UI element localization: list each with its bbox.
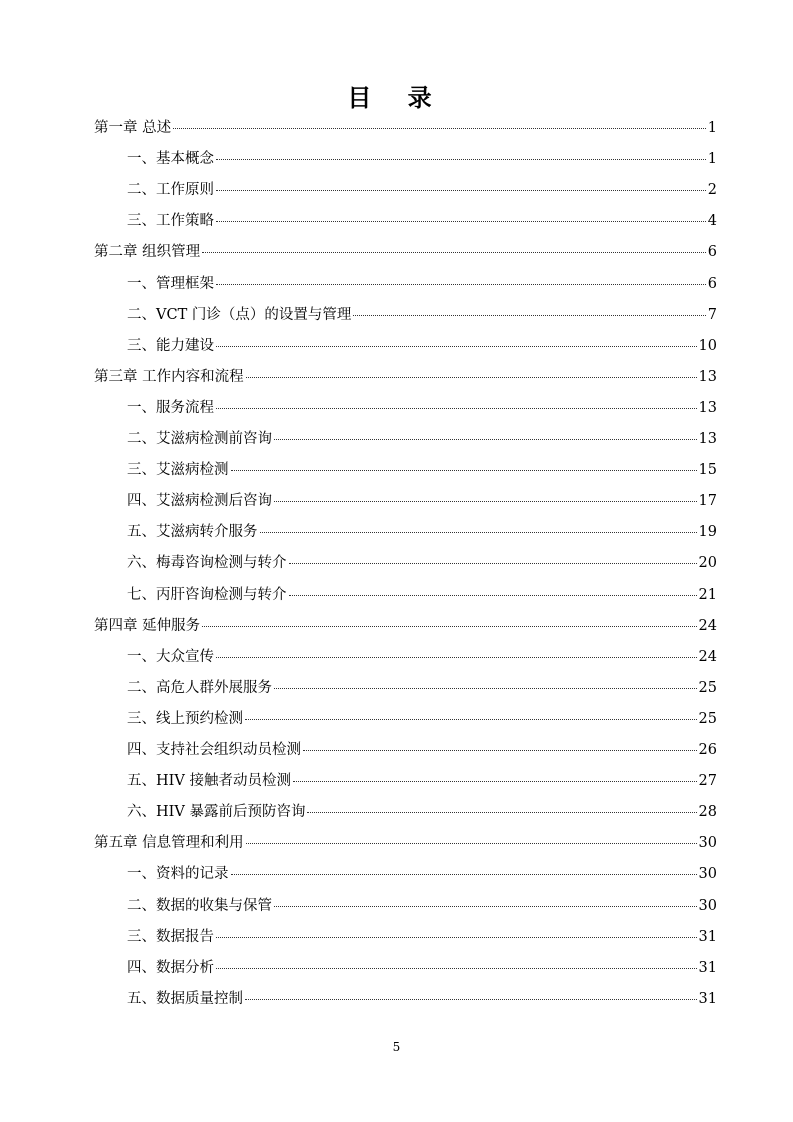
dot-leader [231, 469, 697, 471]
toc-entry-label: 第一章 总述 [94, 120, 172, 136]
dot-leader [245, 998, 697, 1000]
toc-entry-page: 26 [698, 742, 717, 758]
toc-chapter-entry[interactable] [94, 366, 717, 388]
dot-leader [216, 283, 706, 285]
toc-entry-label: 三、数据报告 [127, 928, 214, 945]
toc-entry-label: 第三章 工作内容和流程 [94, 368, 244, 385]
toc-entry-page: 24 [698, 648, 717, 665]
toc-entry-label: 第二章 组织管理 [94, 244, 201, 261]
toc-section-entry[interactable] [127, 646, 717, 668]
dot-leader [216, 936, 697, 938]
toc-entry-label: 四、艾滋病检测后咨询 [127, 493, 272, 510]
toc-section-entry[interactable] [127, 552, 717, 574]
toc-entry-page: 24 [698, 617, 717, 634]
dot-leader [303, 749, 697, 751]
toc-entry-label: 四、数据分析 [127, 959, 214, 976]
toc-entry-label: 二、艾滋病检测前咨询 [127, 431, 272, 447]
toc-entry-label: 一、大众宣传 [127, 648, 214, 665]
dot-leader [231, 873, 697, 875]
toc-entry-label: 七、丙肝咨询检测与转介 [127, 586, 287, 603]
toc-entry-label: 二、工作原则 [127, 182, 214, 199]
dot-leader [289, 594, 697, 596]
toc-chapter-entry[interactable] [94, 615, 717, 637]
toc-chapter-entry[interactable] [94, 241, 717, 263]
toc-entry-page: 30 [698, 897, 717, 914]
dot-leader [274, 438, 697, 440]
toc-section-entry[interactable] [127, 490, 717, 512]
toc-entry-label: 四、支持社会组织动员检测 [127, 742, 301, 758]
toc-entry-page: 1 [707, 151, 717, 168]
toc-section-entry[interactable] [127, 335, 717, 357]
toc-section-entry[interactable] [127, 304, 717, 326]
toc-section-entry[interactable] [127, 863, 717, 885]
toc-entry-page: 1 [707, 120, 717, 136]
toc-section-entry[interactable] [127, 459, 717, 481]
toc-section-entry[interactable] [127, 148, 717, 170]
dot-leader [216, 407, 697, 409]
toc-entry-page: 17 [698, 493, 717, 510]
toc-entry-page: 28 [698, 804, 717, 821]
dot-leader [216, 158, 706, 160]
toc-section-entry[interactable] [127, 521, 717, 543]
toc-section-entry[interactable] [127, 677, 717, 699]
toc-section-entry[interactable] [127, 770, 717, 792]
toc-chapter-entry[interactable] [94, 832, 717, 854]
toc-entry-label: 第五章 信息管理和利用 [94, 835, 244, 852]
dot-leader [216, 189, 706, 191]
dot-leader [173, 127, 706, 129]
toc-entry-page: 13 [698, 399, 717, 416]
toc-entry-page: 25 [698, 710, 717, 727]
page-number: 5 [392, 1040, 401, 1054]
toc-entry-label: 三、能力建设 [127, 337, 214, 354]
toc-entry-label: 一、管理框架 [127, 275, 214, 292]
toc-entry-label: 六、梅毒咨询检测与转介 [127, 555, 287, 572]
toc-entry-label: 一、基本概念 [127, 151, 214, 168]
toc-entry-page: 6 [707, 275, 717, 292]
toc-section-entry[interactable] [127, 584, 717, 606]
toc-entry-label: 五、艾滋病转介服务 [127, 524, 258, 541]
toc-entry-label: 二、高危人群外展服务 [127, 679, 272, 696]
toc-entry-page: 27 [698, 773, 717, 790]
toc-section-entry[interactable] [127, 179, 717, 201]
dot-leader [274, 500, 697, 502]
toc-entry-label: 一、资料的记录 [127, 866, 229, 883]
toc-entry-page: 20 [698, 555, 717, 572]
toc-entry-page: 31 [698, 928, 717, 945]
toc-entry-page: 31 [698, 959, 717, 976]
dot-leader [307, 811, 696, 813]
page-title: 目 录 [347, 83, 446, 112]
toc-entry-page: 13 [698, 431, 717, 447]
toc-section-entry[interactable] [127, 988, 717, 1010]
dot-leader [216, 220, 706, 222]
toc-entry-label: 三、艾滋病检测 [127, 462, 229, 479]
toc-entry-page: 4 [707, 213, 717, 230]
toc-entry-page: 19 [698, 524, 717, 541]
toc-entry-page: 31 [698, 990, 717, 1007]
toc-entry-label: 五、数据质量控制 [127, 990, 243, 1007]
dot-leader [202, 625, 696, 627]
toc-section-entry[interactable] [127, 428, 717, 450]
toc-entry-label: 六、HIV 暴露前后预防咨询 [127, 804, 306, 821]
toc-entry-label: 三、线上预约检测 [127, 710, 243, 727]
toc-section-entry[interactable] [127, 273, 717, 295]
dot-leader [260, 531, 697, 533]
toc-entry-page: 13 [698, 368, 717, 385]
toc-section-entry[interactable] [127, 957, 717, 979]
toc-section-entry[interactable] [127, 397, 717, 419]
toc-entry-page: 25 [698, 679, 717, 696]
toc-entry-page: 10 [698, 337, 717, 354]
dot-leader [353, 314, 705, 316]
dot-leader [246, 376, 697, 378]
toc-entry-label: 二、数据的收集与保管 [127, 897, 272, 914]
toc-entry-page: 7 [707, 306, 717, 323]
dot-leader [274, 687, 697, 689]
toc-entry-page: 30 [698, 835, 717, 852]
toc-entry-label: 二、VCT 门诊（点）的设置与管理 [127, 306, 352, 323]
toc-section-entry[interactable] [127, 895, 717, 917]
toc-entry-label: 三、工作策略 [127, 213, 214, 230]
dot-leader [245, 718, 697, 720]
dot-leader [216, 656, 697, 658]
dot-leader [202, 251, 706, 253]
toc-chapter-entry[interactable] [94, 117, 717, 139]
dot-leader [216, 967, 697, 969]
dot-leader [274, 905, 697, 907]
toc-section-entry[interactable] [127, 708, 717, 730]
toc-section-entry[interactable] [127, 739, 717, 761]
toc-entry-label: 五、HIV 接触者动员检测 [127, 773, 291, 790]
toc-section-entry[interactable] [127, 210, 717, 232]
toc-entry-page: 21 [698, 586, 717, 603]
toc-entry-page: 2 [707, 182, 717, 199]
dot-leader [216, 345, 697, 347]
dot-leader [246, 842, 697, 844]
toc-entry-label: 一、服务流程 [127, 399, 214, 416]
toc-entry-page: 6 [707, 244, 717, 261]
toc-section-entry[interactable] [127, 801, 717, 823]
toc-section-entry[interactable] [127, 926, 717, 948]
toc-entry-page: 30 [698, 866, 717, 883]
dot-leader [289, 562, 697, 564]
dot-leader [293, 780, 697, 782]
toc-entry-page: 15 [698, 462, 717, 479]
toc-entry-label: 第四章 延伸服务 [94, 617, 201, 634]
